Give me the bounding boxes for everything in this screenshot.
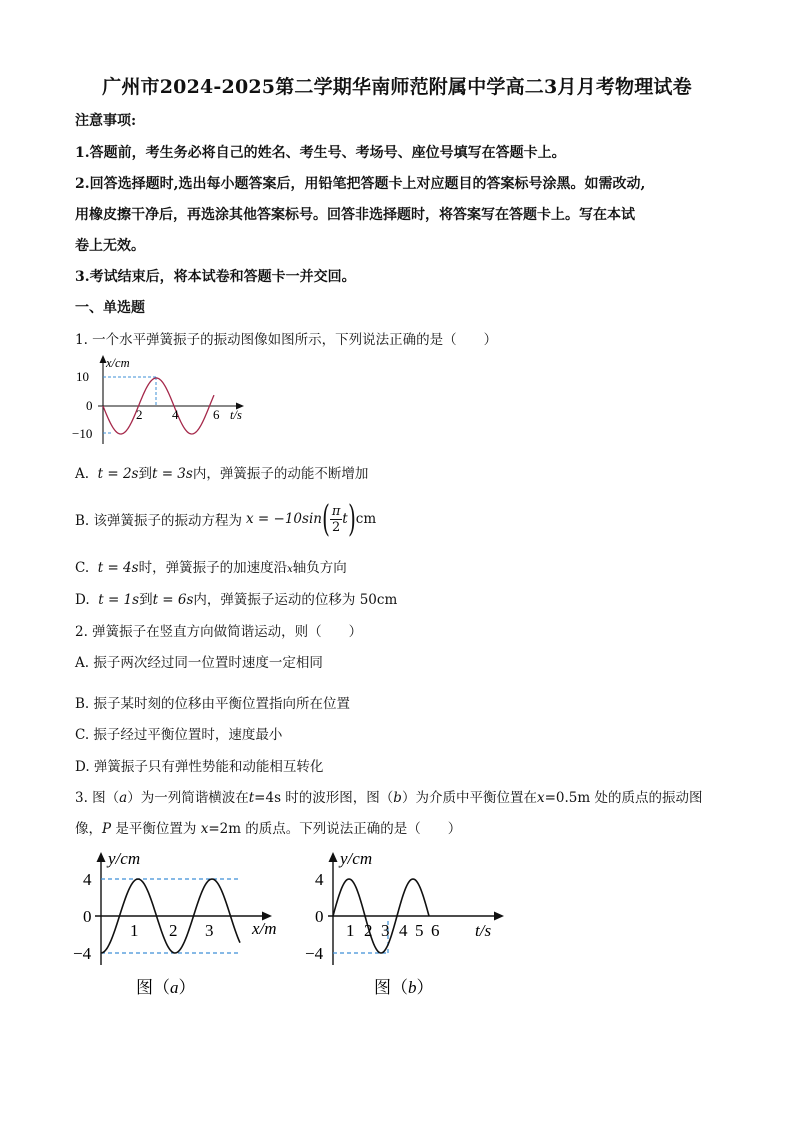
q3-text-13: x xyxy=(200,821,209,837)
q3b-caption-letter: b xyxy=(408,978,417,997)
q3-text-3: ）为一列简谐横波在 xyxy=(127,790,249,806)
q3-text-4: t xyxy=(248,790,255,806)
q1-option-c-letter: C. xyxy=(75,560,90,576)
q3a-x-label: x/m xyxy=(252,919,277,938)
q1-option-d-letter: D. xyxy=(75,592,90,608)
q1-xtick-6: 6 xyxy=(213,407,220,422)
q2-stem: 2. 弹簧振子在竖直方向做简谐运动，则（ ） xyxy=(75,624,363,640)
q1-ytick-0: 0 xyxy=(86,398,93,413)
q3b-xtick-6: 6 xyxy=(431,921,440,940)
q2-option-c[interactable]: C. 振子经过平衡位置时，速度最小 xyxy=(75,727,283,743)
q3a-caption xyxy=(136,978,196,997)
q1-option-c-t: t = 4s xyxy=(97,560,139,576)
q1-option-a-mid: 到 xyxy=(138,466,152,482)
q3b-xtick-4: 4 xyxy=(399,921,408,940)
q3b-y-label: y/cm xyxy=(340,849,373,868)
q1-option-b-pi: π xyxy=(331,503,341,519)
q3b-caption-pre: 图（ xyxy=(374,978,408,997)
q1-stem: 1. 一个水平弹簧振子的振动图像如图所示，下列说法正确的是（ ） xyxy=(75,332,498,348)
q1-xtick-4: 4 xyxy=(172,407,179,422)
q1-graph xyxy=(72,352,252,447)
q3-text-14: =2m 的质点。下列说法正确的是（ ） xyxy=(208,821,462,837)
q2-option-b[interactable]: B. 振子某时刻的位移由平衡位置指向所在位置 xyxy=(75,696,351,712)
notes-heading: 注意事项: xyxy=(75,113,137,129)
q1-option-d-mid: 到 xyxy=(139,592,153,608)
q3-stem-line1 xyxy=(75,786,702,806)
q1-xtick-2: 2 xyxy=(136,407,143,422)
q1-ytick-neg10: −10 xyxy=(72,426,93,441)
q1-option-c[interactable] xyxy=(75,556,347,576)
q3a-ytick-neg4: −4 xyxy=(73,944,92,963)
q3-text-5: =4s 时的波形图，图（ xyxy=(254,790,394,806)
q1-x-label: t/s xyxy=(230,408,242,422)
q3-text-10: 像， xyxy=(75,821,102,837)
q3a-caption-pre: 图（ xyxy=(136,978,170,997)
q3-text-8: x xyxy=(536,790,545,806)
q1-option-a[interactable] xyxy=(75,462,368,482)
q1-option-d-text: 内，弹簧振子运动的位移为 50cm xyxy=(193,592,398,608)
section-heading: 一、单选题 xyxy=(75,300,145,316)
q3b-ytick-neg4: −4 xyxy=(305,944,324,963)
q1-ytick-10: 10 xyxy=(76,369,89,384)
q3-text-9: =0.5m 处的质点的振动图 xyxy=(544,790,703,806)
q1-option-b-lparen: ( xyxy=(322,498,330,540)
q1-option-a-t2: t = 3s xyxy=(151,466,193,482)
q1-option-d[interactable] xyxy=(75,588,397,608)
q3a-caption-post: ） xyxy=(178,978,196,997)
q3a-xtick-2: 2 xyxy=(169,921,178,940)
note-item-2-end: 卷上无效。 xyxy=(75,238,145,254)
q2-option-a[interactable]: A. 振子两次经过同一位置时速度一定相同 xyxy=(75,655,323,671)
q1-option-b-two: 2 xyxy=(332,519,341,535)
q2-option-d[interactable]: D. 弹簧振子只有弹性势能和动能相互转化 xyxy=(75,759,324,775)
note-item-2-cont: 用橡皮擦干净后，再选涂其他答案标号。回答非选择题时，将答案写在答题卡上。写在本试 xyxy=(75,207,635,223)
q1-option-b-unit: cm xyxy=(355,511,377,527)
q3-text-7: ）为介质中平衡位置在 xyxy=(401,790,537,806)
q1-option-b-fraction xyxy=(330,504,342,535)
q3a-y-label: y/cm xyxy=(108,849,141,868)
q3b-xtick-1: 1 xyxy=(346,921,355,940)
q3b-caption xyxy=(374,978,434,997)
q1-option-d-t2: t = 6s xyxy=(152,592,194,608)
q3-text-11: P xyxy=(102,821,112,837)
q1-option-a-t1: t = 2s xyxy=(97,466,139,482)
q3b-xtick-3: 3 xyxy=(381,921,390,940)
q3b-xtick-2: 2 xyxy=(364,921,373,940)
q3-text-1: 3. 图（ xyxy=(75,790,120,806)
q3-figure-a xyxy=(70,843,290,1003)
q1-option-b[interactable] xyxy=(75,497,376,541)
q3a-ytick-0: 0 xyxy=(83,907,92,926)
q3a-ytick-4: 4 xyxy=(83,870,92,889)
q3-text-12: 是平衡位置为 xyxy=(111,821,201,837)
q3a-xtick-1: 1 xyxy=(130,921,139,940)
q3-figure-b xyxy=(302,843,512,1003)
q3b-ytick-4: 4 xyxy=(315,870,324,889)
q3b-xtick-5: 5 xyxy=(415,921,424,940)
q1-y-label: x/cm xyxy=(106,356,130,370)
q3b-x-label: t/s xyxy=(475,921,492,940)
q3a-caption-letter: a xyxy=(170,978,179,997)
q3-stem-line2 xyxy=(75,817,461,837)
page-title: 广州市2024-2025第二学期华南师范附属中学高二3月月考物理试卷 xyxy=(102,76,692,98)
q3-text-2: a xyxy=(119,790,128,806)
q1-option-a-letter: A. xyxy=(75,466,90,482)
q3b-ytick-0: 0 xyxy=(315,907,324,926)
q1-option-b-rparen: ) xyxy=(347,498,356,540)
q1-option-a-text: 内，弹簧振子的动能不断增加 xyxy=(192,466,369,482)
note-item-3: 3.考试结束后，将本试卷和答题卡一并交回。 xyxy=(75,269,356,285)
q3b-caption-post: ） xyxy=(416,978,434,997)
q1-option-b-text: B. 该弹簧振子的振动方程为 xyxy=(75,513,243,529)
q1-option-d-t1: t = 1s xyxy=(98,592,140,608)
note-item-2: 2.回答选择题时,选出每小题答案后，用铅笔把答题卡上对应题目的答案标号涂黑。如需改动, xyxy=(75,176,646,192)
note-item-1: 1.答题前，考生务必将自己的姓名、考生号、考场号、座位号填写在答题卡上。 xyxy=(75,145,566,161)
q3-text-6: b xyxy=(393,790,402,806)
q1-option-c-mid: 时，弹簧振子的加速度沿 xyxy=(138,560,288,576)
q3a-xtick-3: 3 xyxy=(205,921,214,940)
q1-option-b-eq: x = −10sin xyxy=(246,511,322,527)
q1-option-c-text: 轴负方向 xyxy=(292,560,347,576)
q1-option-c-x: x xyxy=(287,564,293,575)
q1-option-b-t: t xyxy=(342,511,348,527)
